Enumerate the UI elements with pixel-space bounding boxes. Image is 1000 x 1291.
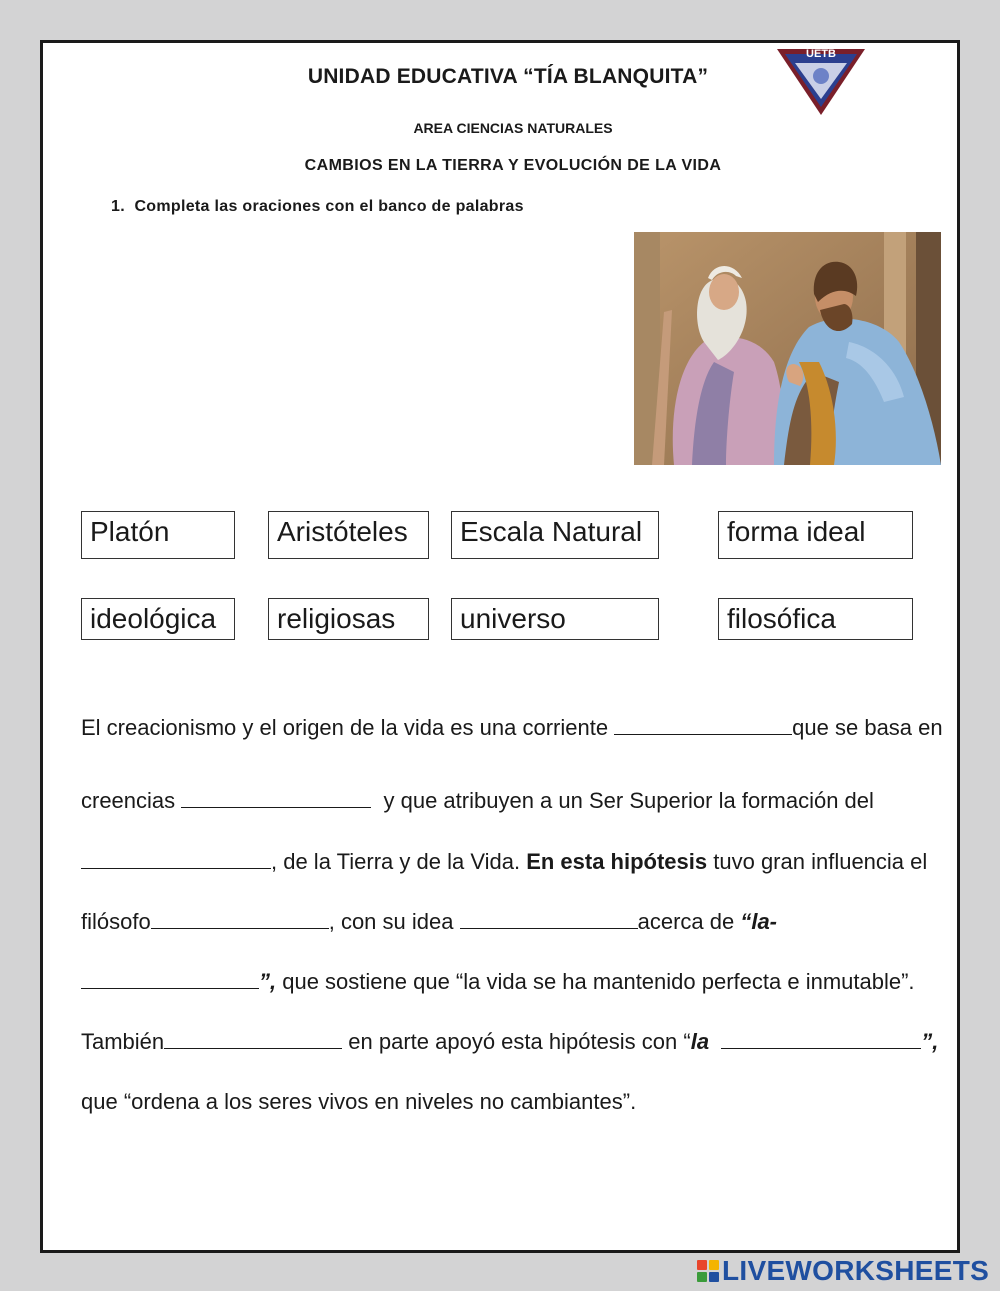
text-segment: acerca de	[637, 909, 741, 934]
word-bank-item[interactable]: filosófica	[718, 598, 913, 640]
paragraph-line-5	[81, 969, 941, 995]
bold-italic-text: “la-	[740, 909, 778, 934]
text-segment: en parte apoyó esta hipótesis con “	[342, 1029, 691, 1054]
blank-8[interactable]	[721, 1047, 921, 1049]
text-segment: que sostiene que “la vida se ha mantenido perfecta e inmutable”.	[276, 969, 915, 994]
word-bank-item[interactable]: Aristóteles	[268, 511, 429, 559]
blank-7[interactable]	[164, 1047, 342, 1049]
blank-3[interactable]	[81, 867, 271, 869]
instruction-text: Completa las oraciones con el banco de palabras	[134, 198, 524, 215]
area-title: AREA CIENCIAS NATURALES	[413, 120, 613, 136]
text-segment: , de la Tierra y de la Vida.	[271, 849, 527, 874]
text-segment: También	[81, 1029, 165, 1054]
text-segment	[709, 1029, 715, 1054]
liveworksheets-brand[interactable]	[697, 1257, 989, 1285]
word-bank-item[interactable]: Platón	[81, 511, 235, 559]
paragraph-line-6	[81, 1029, 941, 1055]
topic-title: CAMBIOS EN LA TIERRA Y EVOLUCIÓN DE LA VIDA	[304, 157, 722, 174]
text-segment: que se basa en	[792, 715, 943, 740]
blank-4[interactable]	[151, 927, 329, 929]
blank-1[interactable]	[614, 733, 792, 735]
paragraph-line-2	[81, 788, 941, 814]
paragraph-line-1	[81, 715, 941, 741]
philosophers-painting	[634, 232, 941, 465]
paragraph-line-7	[81, 1089, 941, 1115]
liveworksheets-text: LIVEWORKSHEETS	[722, 1255, 990, 1286]
text-segment: El creacionismo y el origen de la vida es una corriente	[81, 715, 615, 740]
logo-text: UETB	[806, 48, 836, 60]
blank-5[interactable]	[460, 927, 638, 929]
blank-6[interactable]	[81, 987, 259, 989]
school-name: UNIDAD EDUCATIVA “TÍA BLANQUITA”	[307, 65, 709, 88]
paragraph-line-3	[81, 849, 941, 875]
text-segment: , con su idea	[328, 909, 460, 934]
text-segment: filósofo	[81, 909, 151, 934]
text-segment: y que atribuyen a un Ser Superior la formación del	[371, 788, 874, 813]
word-bank-item[interactable]: Escala Natural	[451, 511, 659, 559]
bold-italic-text: ”,	[259, 969, 277, 994]
word-bank-item[interactable]: religiosas	[268, 598, 429, 640]
instruction	[111, 198, 524, 216]
worksheet-page	[40, 40, 960, 1253]
bold-italic-text: ”,	[921, 1029, 939, 1054]
bold-text: En esta hipótesis	[526, 849, 708, 874]
blank-2[interactable]	[181, 806, 371, 808]
word-bank-item[interactable]: ideológica	[81, 598, 235, 640]
bold-italic-text: la	[690, 1029, 710, 1054]
text-segment: creencias	[81, 788, 182, 813]
text-segment: tuvo gran influencia el	[707, 849, 928, 874]
school-logo	[773, 43, 869, 119]
word-bank-item[interactable]: forma ideal	[718, 511, 913, 559]
instruction-number: 1.	[111, 198, 125, 215]
paragraph-line-4	[81, 909, 941, 935]
text-segment: que “ordena a los seres vivos en niveles no cambiantes”.	[81, 1089, 637, 1114]
word-bank-item[interactable]: universo	[451, 598, 659, 640]
liveworksheets-logo-icon	[697, 1260, 719, 1282]
